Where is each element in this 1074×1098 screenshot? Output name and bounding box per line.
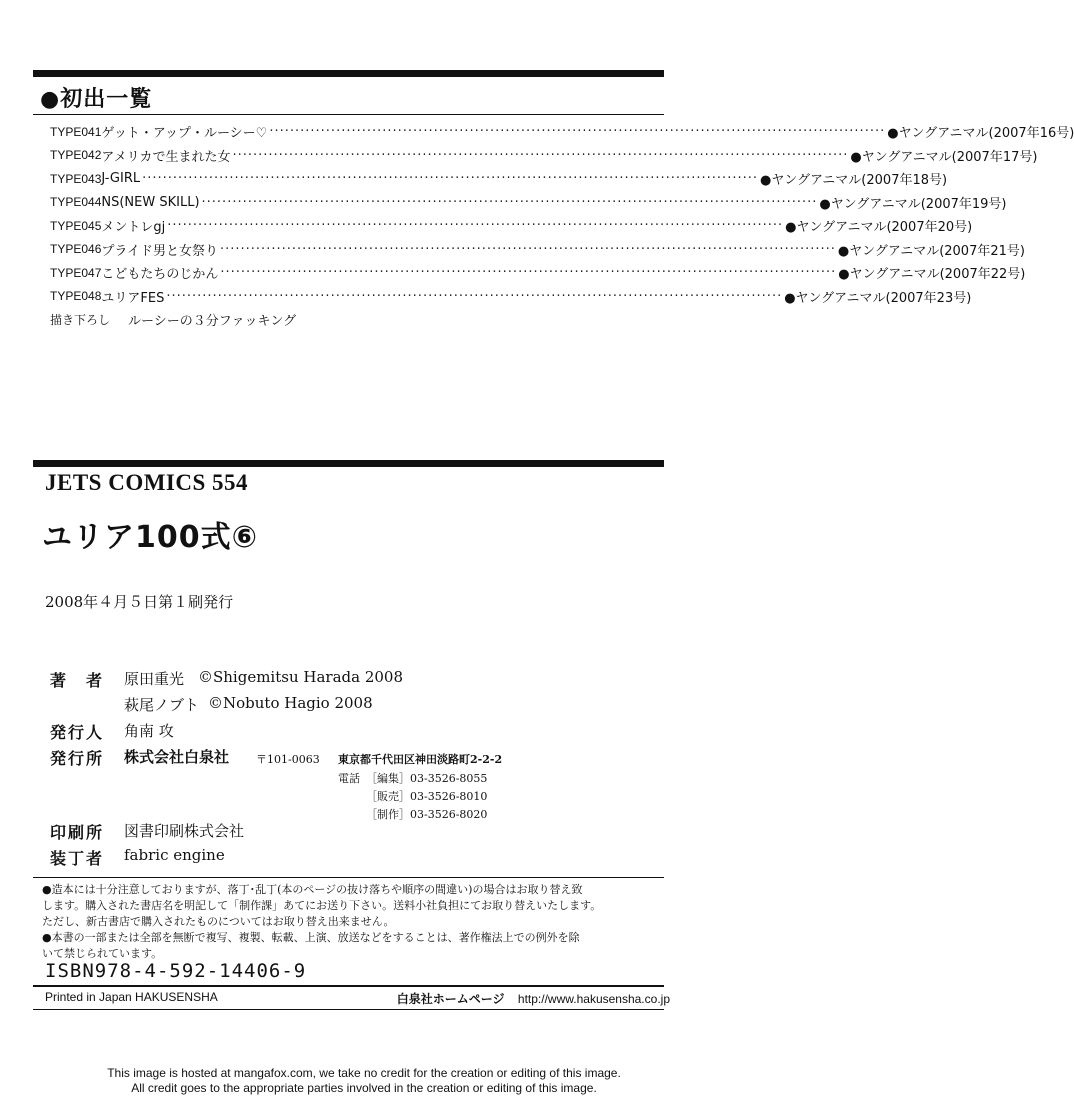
toc-entry — [50, 285, 972, 309]
toc-entry-leader: ························································································································ — [167, 218, 784, 234]
postal-code: 〒101-0063 — [256, 753, 320, 766]
toc-entry-magazine: ●ヤングアニマル(2007年23号) — [784, 290, 972, 306]
homepage — [397, 990, 670, 1007]
watermark-line-1: This image is hosted at mangafox.com, we take no credit for the creation or editing of this image. — [107, 1066, 621, 1080]
printed-in: Printed in Japan HAKUSENSHA — [45, 990, 218, 1004]
toc-entry-number: TYPE047 — [50, 265, 102, 280]
toc-entry — [50, 238, 1025, 262]
author-label: 著 者 — [50, 671, 105, 690]
author-1-copyright: ©Shigemitsu Harada 2008 — [198, 668, 404, 686]
top-rule — [33, 70, 664, 77]
toc-entry-magazine: ●ヤングアニマル(2007年17号) — [850, 149, 1038, 165]
notice-line-3: ただし、新古書店で購入されたものについてはお取り替え出来ません。 — [42, 915, 395, 928]
toc-entry — [50, 120, 1074, 144]
design-name: fabric engine — [124, 846, 225, 864]
toc-entry — [50, 191, 1007, 215]
toc-entry-leader: ························································································································ — [220, 241, 836, 257]
toc-entry-title: ゲット・アップ・ルーシー♡ — [101, 126, 268, 142]
homepage-url[interactable]: http://www.hakusensha.co.jp — [517, 992, 670, 1006]
series-name: JETS COMICS 554 — [45, 470, 249, 495]
toc-title: ●初出一覧 — [40, 87, 153, 112]
isbn-rule — [33, 985, 664, 987]
notice-line-2: します。購入された書店名を明記して「制作課」あてにお送り下さい。送料小社負担にてお取り替えいたします。 — [42, 899, 602, 912]
toc-entry-number: TYPE041 — [50, 124, 102, 139]
toc-entry-magazine: ●ヤングアニマル(2007年18号) — [760, 173, 948, 189]
notice-line-1: ●造本には十分注意しておりますが、落丁･乱丁(本のページの抜け落ちや順序の間違い)の場合はお取り替え致 — [42, 883, 583, 896]
toc-list — [50, 120, 1074, 332]
toc-entry-title: NS(NEW SKILL) — [101, 194, 200, 210]
isbn: ISBN978-4-592-14406-9 — [45, 960, 307, 982]
tel-production: ［制作］03-3526-8020 — [366, 808, 488, 821]
toc-entry-title: ルーシーの３分ファッキング — [128, 314, 297, 330]
footer-rule — [33, 1009, 664, 1010]
toc-entry-leader: ························································································································ — [232, 147, 849, 163]
toc-entry-magazine: ●ヤングアニマル(2007年19号) — [819, 196, 1007, 212]
publisher-person-label: 発行人 — [50, 723, 105, 742]
toc-entry-leader: ························································································································ — [142, 171, 758, 187]
toc-entry-number: TYPE042 — [50, 148, 102, 163]
toc-entry-number: 描き下ろし — [50, 313, 111, 328]
toc-entry — [50, 144, 1038, 168]
publisher-label: 発行所 — [50, 749, 105, 768]
toc-entry — [50, 308, 670, 332]
toc-entry-magazine: ●ヤングアニマル(2007年20号) — [785, 220, 973, 236]
toc-entry-magazine: ●ヤングアニマル(2007年21号) — [837, 243, 1025, 259]
toc-entry-title: アメリカで生まれた女 — [101, 149, 231, 165]
tel-label: 電話 — [338, 772, 360, 785]
toc-entry-title: プライド男と女祭り — [101, 243, 218, 259]
author-1: 原田重光 — [124, 670, 185, 688]
author-2-copyright: ©Nobuto Hagio 2008 — [208, 694, 373, 712]
toc-entry-title: J-GIRL — [101, 171, 141, 187]
toc-entry-title: メントレgj — [101, 220, 166, 236]
publish-date: 2008年４月５日第１刷発行 — [45, 593, 234, 611]
publisher-person: 角南 攻 — [124, 722, 174, 740]
toc-entry-number: TYPE046 — [50, 242, 102, 257]
author-2: 萩尾ノブト — [124, 696, 200, 714]
toc-entry-number: TYPE044 — [50, 195, 102, 210]
book-title: ユリア100式⑥ — [42, 520, 259, 555]
printer-name: 図書印刷株式会社 — [124, 822, 245, 840]
notice-rule-top — [33, 877, 664, 878]
notice-block — [42, 882, 672, 962]
toc-entry — [50, 214, 973, 238]
toc-entry-number: TYPE048 — [50, 289, 102, 304]
toc-title-rule — [33, 114, 664, 115]
notice-line-5: いて禁じられています。 — [42, 947, 163, 960]
publisher-name: 株式会社白泉社 — [124, 748, 230, 766]
tel-sales: ［販売］03-3526-8010 — [366, 790, 488, 803]
notice-line-4: ●本書の一部または全部を無断で複写、複製、転載、上演、放送などをすることは、著作権法上での例外を除 — [42, 931, 580, 944]
homepage-label: 白泉社ホームページ — [396, 992, 505, 1006]
design-label: 装丁者 — [50, 849, 105, 868]
toc-entry — [50, 167, 948, 191]
toc-entry-leader: ························································································································ — [220, 265, 837, 281]
toc-entry-title: こどもたちのじかん — [101, 267, 219, 283]
toc-entry — [50, 261, 1026, 285]
toc-entry-leader: ························································································································ — [166, 288, 783, 304]
mid-rule — [33, 460, 664, 467]
toc-entry-leader: ························································································································ — [269, 124, 886, 140]
toc-entry-number: TYPE045 — [50, 218, 102, 233]
toc-entry-leader: ························································································································ — [201, 194, 818, 210]
watermark-line-2: All credit goes to the appropriate parties involved in the creation or editing of this image. — [131, 1081, 597, 1095]
tel-editorial: ［編集］03-3526-8055 — [366, 772, 488, 785]
toc-entry-title: ユリアFES — [101, 290, 165, 306]
address: 東京都千代田区神田淡路町2-2-2 — [338, 753, 503, 766]
printer-label: 印刷所 — [50, 823, 105, 842]
toc-entry-magazine: ●ヤングアニマル(2007年16号) — [887, 126, 1074, 142]
toc-entry-number: TYPE043 — [50, 171, 102, 186]
toc-entry-magazine: ●ヤングアニマル(2007年22号) — [838, 267, 1026, 283]
